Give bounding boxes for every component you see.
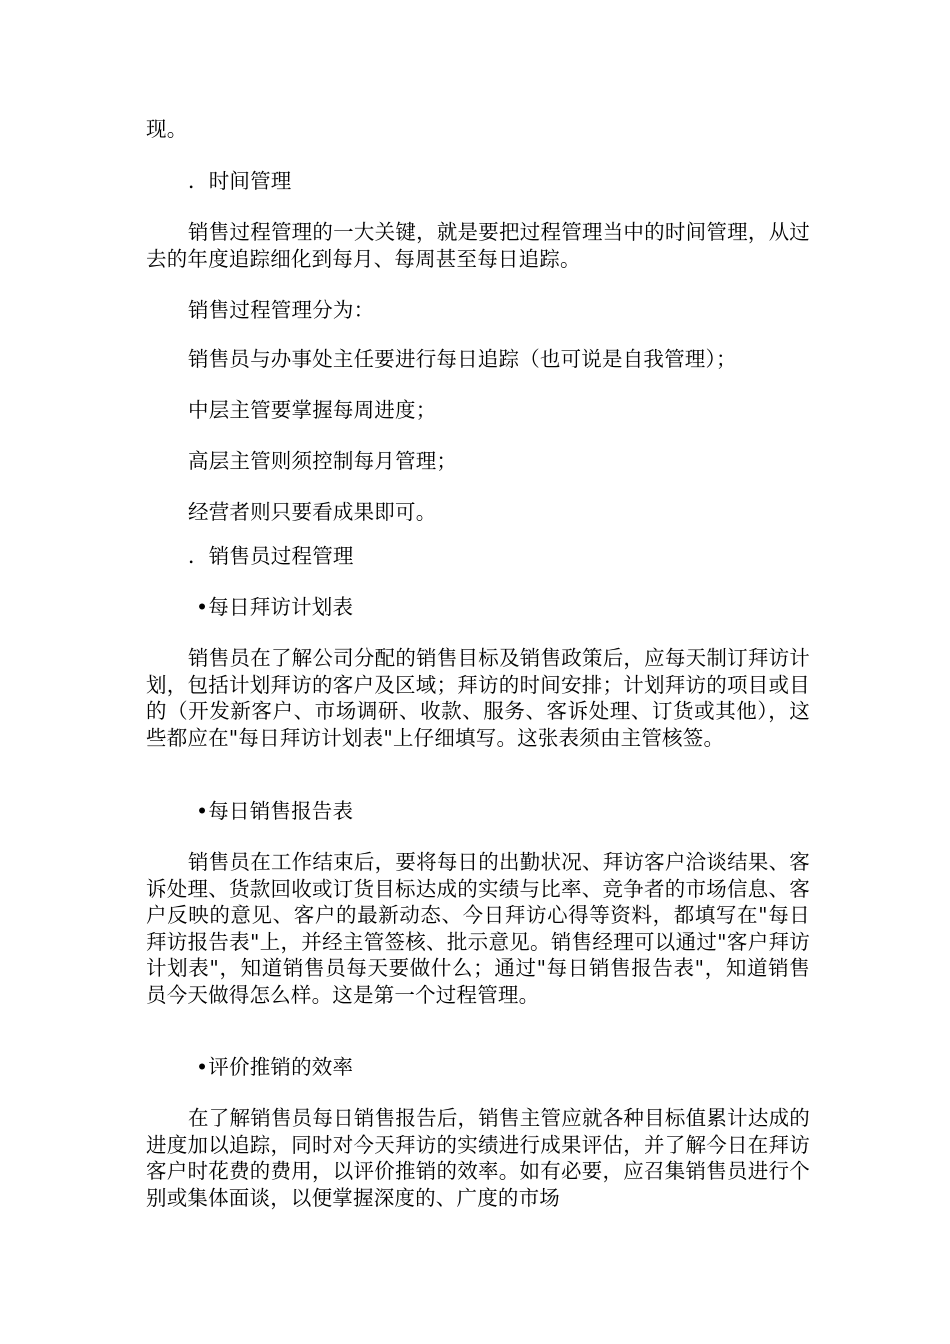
paragraph-results-only: 经营者则只要看成果即可。 bbox=[188, 500, 437, 524]
subheading-sales-efficiency: •评价推销的效率 bbox=[196, 1055, 354, 1079]
paragraph-monthly-management: 高层主管则须控制每月管理； bbox=[188, 449, 458, 473]
paragraph-continuation: 现。 bbox=[146, 117, 188, 141]
paragraph-process-divisions: 销售过程管理分为： bbox=[188, 298, 375, 322]
paragraph-daily-sales-report: 销售员在工作结束后，要将每日的出勤状况、拜访客户洽谈结果、客诉处理、货款回收或订货目标达成的实绩与比率、竞争者的市场信息、客户反映的意见、客户的最新动态、今日拜访心得等资料，都填写在"每日拜访报告表"上，并经主管签核、批示意见。销售经理可以通过"客户拜访计划表"，知道销售员每天要做什么；通过"每日销售报告表"，知道销售员今天做得怎么样。这是第一个过程管理。 bbox=[146, 850, 810, 1007]
paragraph-weekly-progress: 中层主管要掌握每周进度； bbox=[188, 398, 437, 422]
paragraph-daily-visit-plan: 销售员在了解公司分配的销售目标及销售政策后，应每天制订拜访计划，包括计划拜访的客户及区域；拜访的时间安排；计划拜访的项目或目的（开发新客户、市场调研、收款、服务、客诉处理、订货或其他），这些都应在"每日拜访计划表"上仔细填写。这张表须由主管核签。 bbox=[146, 646, 810, 750]
section-heading-time-management: ．时间管理 bbox=[188, 169, 292, 193]
subheading-daily-visit-plan: •每日拜访计划表 bbox=[196, 595, 354, 619]
paragraph-daily-tracking: 销售员与办事处主任要进行每日追踪（也可说是自我管理）； bbox=[188, 347, 737, 371]
subheading-daily-sales-report: •每日销售报告表 bbox=[196, 799, 354, 823]
paragraph-sales-efficiency: 在了解销售员每日销售报告后，销售主管应就各种目标值累计达成的进度加以追踪，同时对今天拜访的实绩进行成果评估，并了解今日在拜访客户时花费的费用，以评价推销的效率。如有必要，应召集销售员进行个别或集体面谈，以便掌握深度的、广度的市场 bbox=[146, 1106, 810, 1210]
paragraph-time-management: 销售过程管理的一大关键，就是要把过程管理当中的时间管理，从过去的年度追踪细化到每月、每周甚至每日追踪。 bbox=[146, 220, 810, 271]
section-heading-salesperson-process: ．销售员过程管理 bbox=[188, 544, 354, 568]
